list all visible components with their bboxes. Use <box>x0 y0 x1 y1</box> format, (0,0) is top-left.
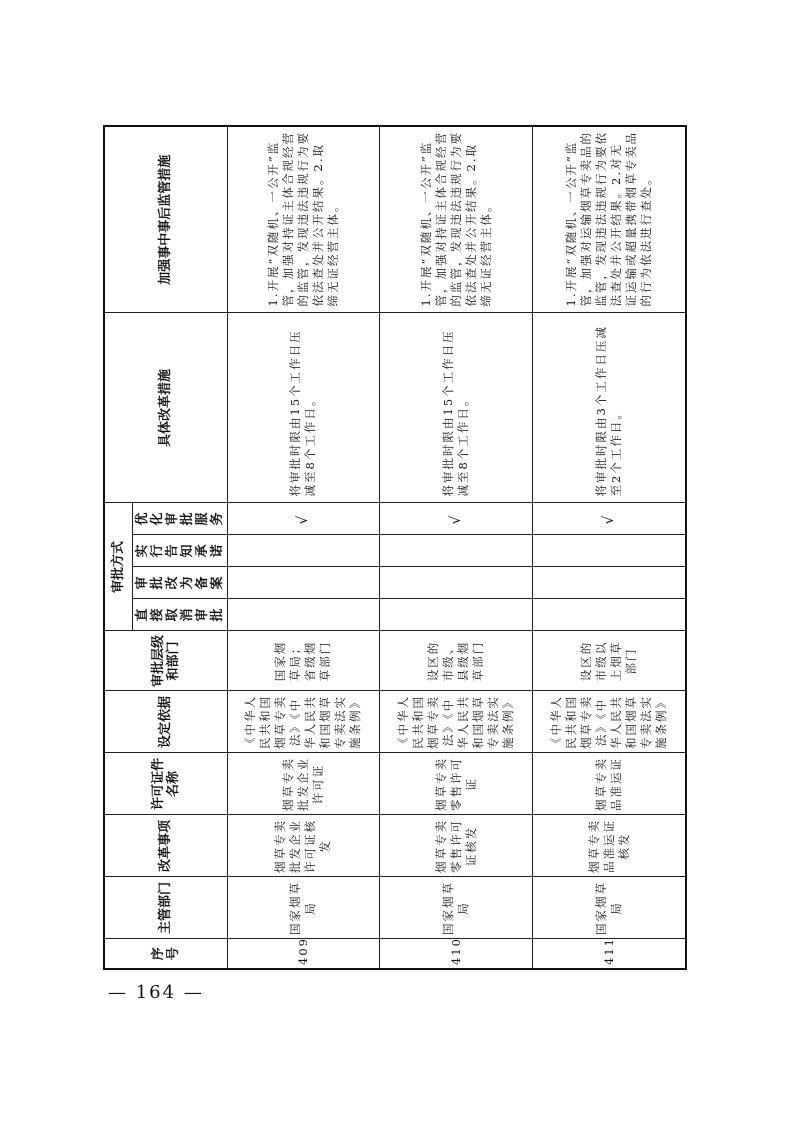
header-supervision: 加强事中事后监管措施 <box>104 126 227 313</box>
row-reform: 将审批时限由3个工作日压减至2个工作日。 <box>533 313 686 503</box>
table-row <box>533 126 686 969</box>
row-mode-record <box>227 567 380 599</box>
row-item: 烟草专卖零售许可证核发 <box>380 815 533 877</box>
table-row <box>380 126 533 969</box>
row-dept: 国家烟草局 <box>227 877 380 939</box>
row-license: 烟草专卖品准运证 <box>533 753 686 815</box>
row-reform: 将审批时限由15个工作日压减至8个工作日。 <box>380 313 533 503</box>
header-mode-notify: 实行告知承诺 <box>132 535 227 567</box>
header-license: 许可证件名称 <box>104 753 227 815</box>
row-mode-optimize-check: √ <box>227 503 380 535</box>
header-seq: 序号 <box>104 939 227 969</box>
row-supervision: 1.开展“双随机、一公开”监管，加强对持证主体合规经营的监管，发现违法违规行为要依法查处并公开结果。2.取缔无证经营主体。 <box>380 126 533 313</box>
page-number: — 164 — <box>108 982 204 1003</box>
header-item: 改革事项 <box>104 815 227 877</box>
rotated-table-wrapper <box>103 127 687 970</box>
reform-table <box>103 125 687 970</box>
header-mode-record: 审批改为备案 <box>132 567 227 599</box>
row-mode-optimize-check: √ <box>533 503 686 535</box>
header-dept: 主管部门 <box>104 877 227 939</box>
row-mode-cancel <box>380 599 533 631</box>
row-supervision: 1.开展“双随机、一公开”监管，加强对运输烟草专卖品的监管，发现违法违规行为要依法查处并公开结果。2.对无证运输或超量携带烟草专卖品的行为依法进行查处。 <box>533 126 686 313</box>
row-level: 国家烟草局；省级烟草部门 <box>227 631 380 691</box>
header-reform: 具体改革措施 <box>104 313 227 503</box>
row-license: 烟草专卖零售许可证 <box>380 753 533 815</box>
row-mode-record <box>380 567 533 599</box>
header-mode-cancel: 直接取消审批 <box>132 599 227 631</box>
row-seq: 409 <box>227 939 380 969</box>
row-level: 设区的市级、县级烟草部门 <box>380 631 533 691</box>
row-mode-cancel <box>533 599 686 631</box>
row-mode-notify <box>227 535 380 567</box>
row-dept: 国家烟草局 <box>533 877 686 939</box>
row-basis: 《中华人民共和国烟草专卖法》《中华人民共和国烟草专卖法实施条例》 <box>380 691 533 753</box>
row-basis: 《中华人民共和国烟草专卖法》《中华人民共和国烟草专卖法实施条例》 <box>227 691 380 753</box>
row-item: 烟草专卖品准运证核发 <box>533 815 686 877</box>
row-mode-notify <box>380 535 533 567</box>
row-mode-cancel <box>227 599 380 631</box>
row-reform: 将审批时限由15个工作日压减至8个工作日。 <box>227 313 380 503</box>
row-license: 烟草专卖批发企业许可证 <box>227 753 380 815</box>
row-item: 烟草专卖批发企业许可证核发 <box>227 815 380 877</box>
row-seq: 410 <box>380 939 533 969</box>
header-mode-optimize: 优化审批服务 <box>132 503 227 535</box>
row-mode-record <box>533 567 686 599</box>
row-dept: 国家烟草局 <box>380 877 533 939</box>
row-seq: 411 <box>533 939 686 969</box>
row-level: 设区的市级以上烟草部门 <box>533 631 686 691</box>
header-mode: 审批方式 <box>104 503 132 631</box>
row-basis: 《中华人民共和国烟草专卖法》《中华人民共和国烟草专卖法实施条例》 <box>533 691 686 753</box>
row-supervision: 1.开展“双随机、一公开”监管，加强对持证主体合规经营的监管，发现违法违规行为要依法查处并公开结果。2.取缔无证经营主体。 <box>227 126 380 313</box>
header-basis: 设定依据 <box>104 691 227 753</box>
header-row <box>104 126 132 969</box>
table-row <box>227 126 380 969</box>
row-mode-optimize-check: √ <box>380 503 533 535</box>
row-mode-notify <box>533 535 686 567</box>
header-level: 审批层级和部门 <box>104 631 227 691</box>
